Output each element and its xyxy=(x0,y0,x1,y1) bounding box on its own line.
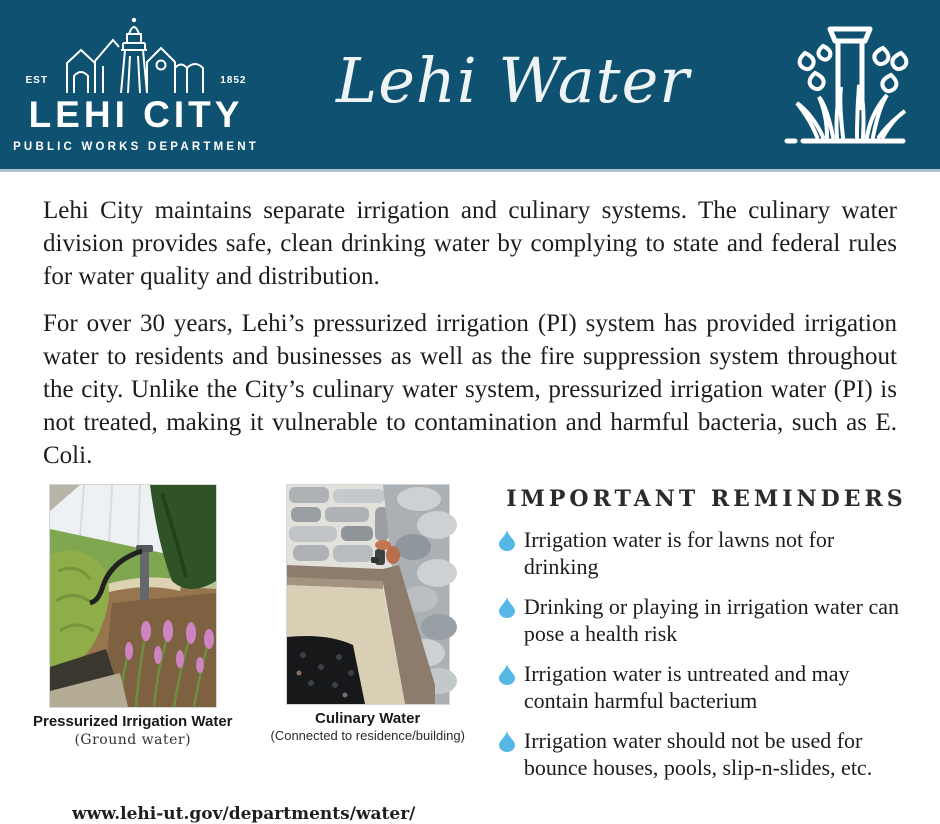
intro-paragraph-2: For over 30 years, Lehi’s pressurized irrigation (PI) system has provided irrigation water to residents and businesses as well as the fire suppression system throughout the city. Unlike the City’s culinary water system, pressurized irrigation water (PI) is not treated, making it vulnerable to contamination and harmful bacteria, such as E. Coli. xyxy=(43,310,897,469)
culinary-photo-figure xyxy=(271,484,465,794)
irrigation-photo-subcaption: (Ground water) xyxy=(74,732,192,748)
reminders-section xyxy=(465,484,920,794)
culinary-spigot-stone-wall-photo xyxy=(286,484,450,705)
intro-paragraph-1: Lehi City maintains separate irrigation and culinary systems. The culinary water division provides safe, clean drinking water by complying to state and federal rules for water quality and distribution. xyxy=(43,197,897,290)
irrigation-standpipe-garden-photo xyxy=(49,484,217,708)
reminder-item xyxy=(499,593,914,647)
water-drop-icon xyxy=(499,663,515,685)
reminder-item xyxy=(499,526,914,580)
bottom-section xyxy=(0,484,940,794)
reminder-text: Irrigation water is for lawns not for drinking xyxy=(523,527,835,579)
page-title: Lehi Water xyxy=(336,44,690,117)
water-drop-icon xyxy=(499,730,515,752)
reminders-list xyxy=(499,526,914,781)
culinary-photo-caption: Culinary Water xyxy=(315,710,421,727)
water-drop-icon xyxy=(499,529,515,551)
website-url: www.lehi-ut.gov/departments/water/ xyxy=(72,804,416,824)
reminder-text: Irrigation water is untreated and may contain harmful bacterium xyxy=(523,661,850,713)
header-band xyxy=(0,0,940,172)
logo-skyline-row xyxy=(24,16,249,94)
logo-est-label: EST xyxy=(25,74,48,86)
intro-section xyxy=(0,194,940,472)
logo-year-label: 1852 xyxy=(220,74,247,86)
reminder-item xyxy=(499,727,914,781)
lehi-city-logo xyxy=(13,16,259,154)
logo-subtitle: PUBLIC WORKS DEPARTMENT xyxy=(13,141,259,154)
irrigation-photo-caption: Pressurized Irrigation Water xyxy=(33,713,233,730)
reminder-item xyxy=(499,660,914,714)
photo-column xyxy=(33,484,465,794)
irrigation-photo-figure xyxy=(33,484,233,794)
water-drop-icon xyxy=(499,596,515,618)
reminder-text: Irrigation water should not be used for bounce houses, pools, slip-n-slides, etc. xyxy=(523,728,873,780)
reminders-heading: IMPORTANT REMINDERS xyxy=(506,486,907,512)
sprinkler-grass-droplets-icon xyxy=(775,15,925,155)
sprinkler-illustration-wrap xyxy=(774,15,926,155)
logo-name: LEHI CITY xyxy=(28,93,244,135)
culinary-photo-subcaption: (Connected to residence/building) xyxy=(270,728,465,743)
reminder-text: Drinking or playing in irrigation water can pose a health risk xyxy=(523,594,900,646)
city-skyline-lighthouse-icon xyxy=(57,16,215,94)
